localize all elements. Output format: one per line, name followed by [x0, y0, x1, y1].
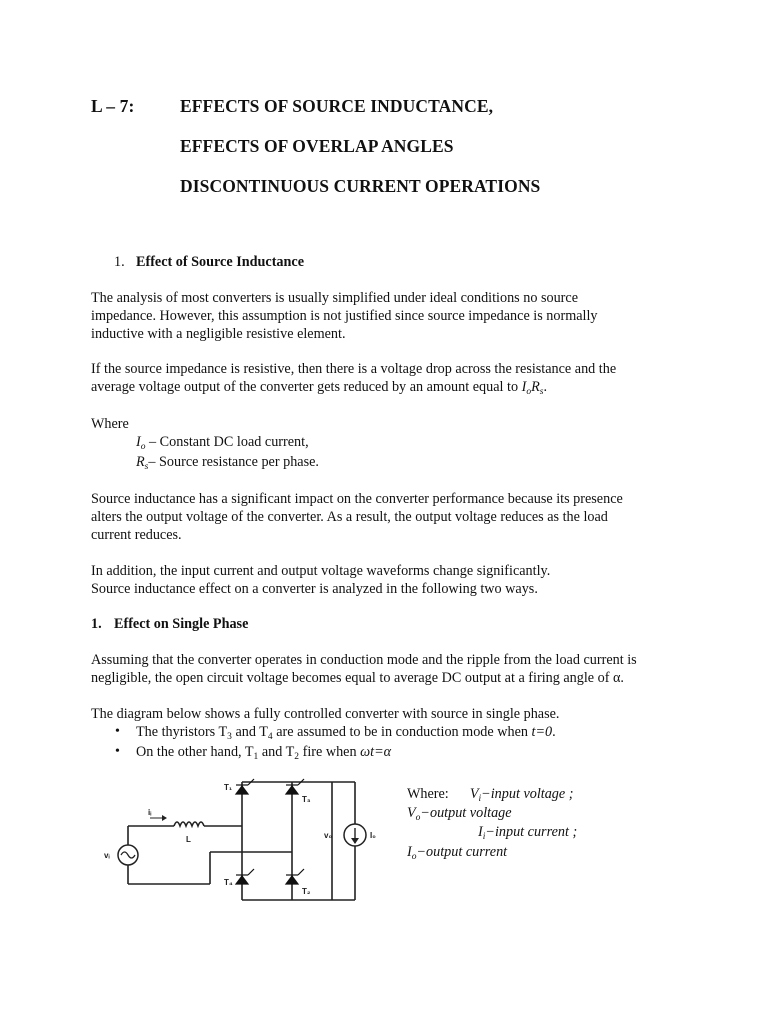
label-t3: T₃ [302, 795, 311, 804]
converter-circuit-diagram [100, 768, 390, 920]
where-rs-line: $R_s-$ Source resistance per phase. [136, 454, 319, 472]
where-io-line: $I_o$ – Constant DC load current, [136, 434, 309, 452]
paragraph-resistive-source: If the source impedance is resistive, then there is a voltage drop across the resistance and the average voltage output of the converter gets reduced by an amount equal to $I_oR_s$. [91, 361, 617, 397]
where-label: Where [91, 416, 129, 432]
label-t2: T₂ [302, 887, 311, 896]
paragraph-diagram-intro: The diagram below shows a fully controlled converter with source in single phase. [91, 706, 560, 722]
current-source-icon [344, 824, 366, 846]
lecture-number: L – 7: [91, 96, 135, 116]
paragraph-ideal-conditions: The analysis of most converters is usually simplified under ideal conditions no source impedance. However, this assumption is not justified since source impedance is normally inductive with a negligible resistive element. [91, 290, 598, 342]
label-t4: T₄ [224, 878, 233, 887]
section-2-number: 1. [91, 616, 102, 632]
bullet-1-text: The thyristors $T_3$ and $T_4$ are assumed to be in conduction mode when t=0. [136, 724, 556, 742]
title-line-2: EFFECTS OF OVERLAP ANGLES [180, 136, 454, 156]
label-ii: iᵢ [148, 808, 152, 817]
where-box-line-1: Where: $V_i-input$ voltage ; [407, 786, 574, 804]
ii-arrow-icon [150, 815, 167, 821]
thyristor-t4-icon [236, 869, 254, 884]
rs-symbol: R [531, 379, 540, 395]
paragraph-conduction-mode: Assuming that the converter operates in conduction mode and the ripple from the load current is negligible, the open circuit voltage becomes equal to average DC output at a firing angle of α. [91, 652, 637, 686]
thyristor-t2-icon [286, 869, 304, 884]
paragraph-source-inductance-impact: Source inductance has a significant impact on the converter performance because its presence alters the output voltage of the converter. As a result, the output voltage reduces as the load current reduces. [91, 491, 623, 543]
label-l: L [186, 835, 191, 844]
bullet-1-marker: • [115, 724, 120, 739]
where-box-line-4: $I_o-output$ current [407, 844, 508, 862]
section-1-number: 1. [114, 254, 125, 270]
ac-source-icon [118, 845, 138, 865]
paragraph-waveforms: In addition, the input current and output voltage waveforms change significantly. Source inductance effect on a converter is analyzed in the following two ways. [91, 563, 551, 597]
title-line-3: DISCONTINUOUS CURRENT OPERATIONS [180, 176, 541, 196]
label-t1: T₁ [224, 783, 233, 792]
section-2-heading: Effect on Single Phase [114, 616, 249, 632]
bullet-2-text: On the other hand, $T_1$ and $T_2$ fire when ωt=α [136, 744, 392, 762]
where-box-line-3: $I_i-input$ current ; [478, 824, 578, 842]
section-1-heading: Effect of Source Inductance [136, 254, 304, 270]
title-line-1: EFFECTS OF SOURCE INDUCTANCE, [180, 96, 494, 116]
label-vi: vᵢ [104, 851, 110, 860]
label-io: I₀ [370, 831, 376, 840]
where-box-line-2: $V_o-output$ voltage [407, 805, 512, 823]
bullet-2-marker: • [115, 744, 120, 759]
label-vo: v₀ [324, 831, 333, 840]
io-symbol: I [521, 379, 527, 395]
